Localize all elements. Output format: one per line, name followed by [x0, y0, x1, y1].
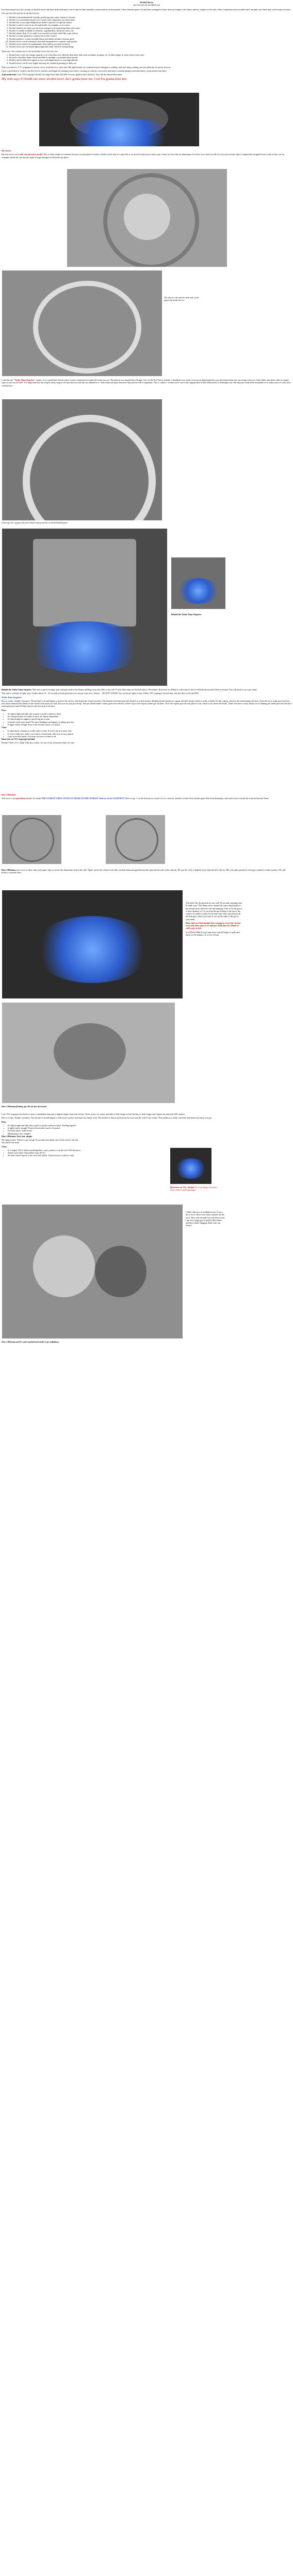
con-item: • It is hot, really hot, and if you want to control heat, that's not an easy option.	[8, 733, 291, 735]
reason-item: 6. Alcohol is readily available at chemists, supermarkets, hardware stores, etc.	[9, 29, 291, 32]
dons-photo-2	[106, 815, 165, 864]
pro-item: • It's big enough to support a pretty big pot or pan.	[8, 718, 291, 720]
dons-side-text	[186, 902, 242, 937]
personal-note	[2, 73, 291, 76]
tuna-can-side-photo	[2, 270, 162, 376]
header	[2, 1, 291, 7]
dons-side-paragraph-1: This baby hits the ground at a run with 10 seconds warming time. It really roars! The flame traces around the outer ring (thanks to the virtual wick) and we're off and running. I like to set the pot at a close distance of 2-3 cm from the pot bottom to the top of the cooker). It makes a really lovely blue halo effect and insures all the heat goes where you want it, not up the sides of the pot to your hand.	[186, 902, 242, 921]
paperclip-closeup-caption: Close-up view of paperclip and virtual wick positions on TurboTunaSurprise	[2, 521, 68, 524]
turbo-intro-paragraph	[2, 379, 291, 387]
dons-side-right: I didn't take two on walkabout once I ran a bit of food. There were flask canisters all the trick. They will virtually run with the kit and I am led a huge gap of sparkly blue flame and these flame-hugging flame stays up. Pretty?	[186, 1211, 224, 1227]
stove-photo-1	[39, 93, 199, 146]
text-span: cooker. It is a small tuna fish tin where I used a stud punch to make the holes you see. The pattern was inspired by a design I saw on the Zen Stoves website. I installed a two stripe cut from an aluminium beer can and joined them into one using a slit join. I then fold it into place with two paper clips as you can see here. It is important that this strip be fairly snug to the tuna fish tin wall, but not adhered to it. That miniscule space between strip and tin wall is important. This is called a "wicked wick" and is the original idea of Don Elderbrook at donsmaps.com. His help has really been invaluable in so many areas of cook stove construction.	[2, 379, 291, 387]
dons-pros-list	[2, 1124, 157, 1135]
pot-on-stove-photo	[2, 529, 167, 686]
turbo-burn-label: Behold the Turbo Tuna Surprise.	[171, 613, 202, 616]
reason-item: 3. Alcohol has a very high flashpoint (it doesn't vaporize or explode easily).	[9, 21, 291, 24]
dons-heading: Don's Dilemma	[2, 793, 16, 796]
con-item: • Can't store fuel inside. You must recover it or burn it all.	[8, 735, 291, 738]
dons-side-paragraph-2	[186, 922, 242, 930]
dons-packed-photo	[2, 1205, 183, 1338]
dons-floating-photo	[2, 1003, 175, 1103]
dons-cons-list	[2, 1149, 157, 1157]
reason-item: 1. Alcohol is environmentally friendly, producing only water vapour as it burns.	[9, 16, 291, 19]
dons-side-paragraph-3: It will hold 30ml at most (any more and it'll begin to spill) and burns for 20 minutes. It is a lot of heat.	[186, 930, 240, 936]
dons-label: Don's Dilemma	[2, 869, 16, 871]
reason-item: 5. Alcohol (fumes) are easily put out in an emergency by quenching them with water.	[9, 27, 291, 29]
turbo-cons-label: Cons:	[2, 726, 7, 728]
side-vent-highlight: side vent pressure model	[20, 153, 42, 156]
reasons-list	[2, 16, 291, 48]
lightest-highlight: And one of the LIGHTEST!	[98, 797, 125, 800]
reason-item: 11. Alcohol stoves tend to be maintenance free (unless you tread on them)	[9, 43, 291, 45]
intro-paragraph-5: I give a good deal of credit to the Zen Stoves website, and began my learning curve there, carrying on with my own twists and turns to mental imagery and tomfoolery construction from there.	[2, 70, 167, 72]
turbo-quote: Doodle! That's 5:2. I think I like this cooker. It's one of my favourites, that's for sure.	[2, 741, 75, 744]
reason-item: 9. Alcohol produces a clean invisible flame and doesn't produce noxious gases.	[9, 38, 291, 40]
dons-section	[2, 1113, 291, 1157]
pro-item: • It lights easily enough. Pour in the alcohol, touch a lit match.	[8, 1127, 157, 1129]
intro-paragraph-1: I've been turned on to the concept of alcohol stoves and have dedicated quite a bit of time to them and their construction in recent months. I have listened quite a lot and have managed to learn from my fingers a few times and my critique on the ones. Only 2 explosions have resulted and I am quite sure there may yet be many in future.	[2, 8, 291, 11]
paperclip-closeup-photo	[2, 399, 162, 520]
page-subtitle: An Overview by Ian MacLeod	[133, 4, 160, 7]
pro-item: • It lights easily enough. Pour in the alcohol, touch a lit match.	[8, 723, 291, 726]
dons-quote-label: Don's Dilemma. Fast, hot, simple.	[2, 1134, 33, 1138]
pro-item: • It's lightweight and slips into a pack or pocket without a hitch.	[8, 713, 291, 715]
turbo-cons-list	[2, 730, 291, 738]
dons-burn-caption	[170, 1186, 219, 1192]
intro-paragraph-4: There you have it. A 3:1 argument in favour of use of alcohol as a stove fuel. My applications are centered toward emergency cooking, trail and camp cooking, and just plain fun for picnic fires etc.	[2, 65, 172, 69]
intro-paragraph-2: Let's get into the reasons for alcohol stoves:	[2, 12, 40, 15]
dons-section-intro	[2, 793, 291, 801]
dons-cons-label: Cons:	[2, 1145, 7, 1148]
pro-item: • It's strong because it's made of steel, not flimsy aluminium.	[8, 715, 291, 718]
turbo-intro-section	[2, 379, 291, 388]
dons-paragraph-1	[2, 797, 291, 800]
my-stoves-paragraph-1	[2, 153, 291, 159]
con-item: • It takes about a minute to really come to heat. If you're not in a hurry, fine.	[8, 730, 291, 732]
page-title: Alcohol Stoves	[139, 1, 154, 4]
text-span: model. No doubt	[25, 797, 42, 800]
reason-against-item: 1. Alcohol has a very low energy capacity so it is therefore less efficient than other fuels such as butane, propane, etc. It takes longer to cook food or boil water.	[9, 54, 291, 56]
open-flame-highlight: open flame	[15, 797, 26, 800]
turbo-burn-best: Runs best on 75% isopropyl alcohol.	[2, 738, 36, 740]
turbo-paragraph-3: How it works: Simple, I promise. The alcohol is lit and begins to boil on the surface which gets the virtual wick hot. The heated wick then heats the alcohol so it boil quicker. Boiling alcohol produces vapour (alcohol steam) which is really volatile. It's this vapour which is the real burning fuel here. Once the tin is really good and hot (less than a minute) the flames in the virtual wick push you well, and you set your pot on top. The pot should make a fairly good seal with the cooker's lip so the vapour cannot get out there. Now the vapour gets the only place it can, which is out those side holes. Voila! You have a nasty robust set of flaming jets under pressure (alcohol steam pressure) and it'll burn down to the last drop of alcohol.	[2, 699, 291, 708]
turbo-side-text	[171, 613, 231, 617]
text-span: . This is fairly simple to construct because you just punch a bunch of holes in the side of a tuna fish or cat food tin and you're ready to go. I must say here that an aluminium tin is best, but a steel tin will do if you put an inner liner of aluminium (stripped from a soda or beer can for example) inside the can and just make it large enough to hold itself into place.	[2, 153, 285, 159]
dons-final-caption: Don's Dilemma and it's sister packed and ready to go walkabout	[2, 1341, 59, 1343]
dons-photo-1	[2, 815, 61, 864]
con-item: • No heat control option. Can't store fuel inside. Gotta recover it which is easy.	[8, 1154, 157, 1157]
paperclip-caption: The slits are all with the wide side of the paperclip inside the tin.	[164, 296, 199, 302]
reason-item: 4. Alcohol is safe to carry in an old soda bottle, for example, as it is inert.	[9, 24, 291, 26]
text-span: This unit is great for larger pots and pans (notice the flames spilling across the sides of my own 6" pot). Burn time on 35ml alcohol is 18 minutes. Boil time for 250ml of cold water is 3rd. It will hold about hold 45ml of alcohol. You will need to use a pot stand.	[31, 688, 257, 691]
turbo-paragraph-1	[2, 688, 291, 691]
intro-section	[2, 8, 291, 82]
text-span: My first stove was a	[2, 153, 20, 156]
pro-item: • It doesn't need a pot stand! No more bending coat hangers or piling up rocks.	[8, 721, 291, 723]
personal-note-label: A personal note:	[2, 73, 17, 76]
dons-floating-caption: Don's Dilemma floating up a bit of stove for lunch	[2, 1105, 47, 1108]
dons-paragraph-2	[2, 869, 291, 874]
text-span: This stove is an	[2, 797, 16, 800]
turbo-burn-caption	[171, 613, 231, 616]
reason-against-item: 2. Alcohol's clear blue flame can be invisible in daylight, a potential safety hazard.	[9, 56, 291, 59]
text-span: I call this my	[2, 379, 14, 381]
dons-paragraph-4: How it works: Simple, I promise. The alcohol is lit and begins to boil on the surface and heats the virtual wick. The alcohol is drawn up between the wick and the wall of the cooker. This produces a really cool blue halo flame and away you go!	[2, 1116, 212, 1120]
personal-note-text: I use 75% isopropyl alcohol for longer burn time and 90% for easy ignition and a flat boil. Very hot but shorter burn time.	[17, 73, 123, 76]
turbo-paragraph-2: This unit is a beauty in light, easy. It takes about 10 – 45 seconds to heat up before you can put a pot on it. Notice… NO POT STAND. You set the pot right on top. It likes 75% isopropyl alcohol best, but also does well with 90%.	[2, 692, 200, 695]
text-span: uses a two or three strip style paper clips to secure the aluminium strip to the side. Again, notice the virtual wick relies on that miniscule gap between the strip and the side of the soda tin. Be sure the wick is slightly lower than the lid of the tin. My wife quite painted it with gray enamel to make it pretty. Oh well. Pretty is as pretty does.	[2, 869, 286, 874]
dons-flame-photo	[2, 890, 183, 998]
dons-quote: My opinion here. What's to go wrong? If you take reasonable care of this unit it's the last one you'll ever need.	[2, 1139, 78, 1144]
burn-time-label: Burn time on 25ml alcohol	[186, 921, 210, 924]
reasons-against-list	[2, 54, 291, 64]
con-item: • It is fragile. Put it inside something like a cup to protect it on the trail. Self-destructs.	[8, 1149, 157, 1151]
pro-item: • Maintenance free. Simple!	[8, 1132, 157, 1135]
reason-item: 10. Alcohol stoves can be extremely easy and inexpensive to construct and operate.	[9, 40, 291, 43]
pro-item: • It's lightweight and slips into a pack or pocket without a hitch. Nothing lighter!	[8, 1124, 157, 1127]
reason-item: 7. Alcohol doesn't drip. If you spill it on yourself you don't smell like a gas station.	[9, 32, 291, 35]
my-stoves-section	[2, 149, 291, 160]
wife-warning: My wife says if I build one more alcohol stove she's gonna have me. God I'm gonna miss her.	[2, 77, 127, 81]
turbo-heading: Turbo Tuna Surprise:	[2, 696, 22, 699]
reason-item: 12. Alcohol stoves are extremely lightweight and small. Ideal for backpacking.	[9, 45, 291, 48]
easiest-stove-highlight: THE EASIEST TRUE STOVE TO MAKE IN THE WORLD!	[41, 797, 99, 800]
turbo-section	[2, 688, 291, 745]
burn-time-text: (just enough to cover the virtual wick and then some) is 13 minutes. Boil time for 250ml of cold water is 4rd.	[186, 921, 240, 930]
dons-paragraph-3: I use 75% isopropyl alcohol for a more controllable burn and a slightly longer burn time in here. Don't worry, it's cooler and takes a little longer to boil but buys a little longer and I ignite the lunch the 90% makes.	[2, 1113, 185, 1115]
dons-paragraph-2-wrap	[2, 869, 291, 875]
tuna-can-top-photo	[67, 169, 227, 267]
reason-item: 2. Alcohol is a renewable resource as it comes from vegetation, not fossil fuels.	[9, 19, 291, 21]
burn-best-label: Runs best on 75% alcohol	[170, 1186, 194, 1189]
con-item: • Needs a pot stand. Open flame types all do.	[8, 1151, 157, 1154]
text-span: Here we go: I cut the bottom two inches off of a soda tin. Install a virtual wick (thanks again Don from donsmaps.com) and secure it inside the soda tin bottom. Done!	[124, 797, 269, 800]
turbo-side-photo	[171, 557, 225, 609]
my-stoves-heading: My Stoves	[2, 149, 11, 152]
reason-against-item: 3. Alcohol can be difficult to ignite in very cold temperatures or very high altitude.	[9, 59, 291, 61]
dons-inset-photo	[170, 1148, 211, 1184]
dons-pros-label: Pros:	[2, 1120, 7, 1123]
turbo-tuna-highlight: "Turbo Tuna Surprise"	[13, 379, 36, 381]
intro-paragraph-3: There are a few reasons not to use an alcohol stove, but very few:	[2, 49, 58, 53]
burn-best-text: It's a tiny thing. Groceries store come in small packages.	[170, 1186, 217, 1192]
turbo-pros-label: Pros:	[2, 708, 7, 711]
reason-against-item: 4. Alcohol stoves can be very fragile and may be crushed in packing or daily use.	[9, 62, 291, 64]
turbo-pros-list	[2, 713, 291, 726]
pro-item: • Fast boil times, really kicks!	[8, 1129, 157, 1132]
turbo-behold-label: Behold the Turbo Tuna Surprise.	[2, 688, 32, 691]
reason-item: 8. Alcohol is easily ignited to a surface burn with a match.	[9, 35, 291, 37]
